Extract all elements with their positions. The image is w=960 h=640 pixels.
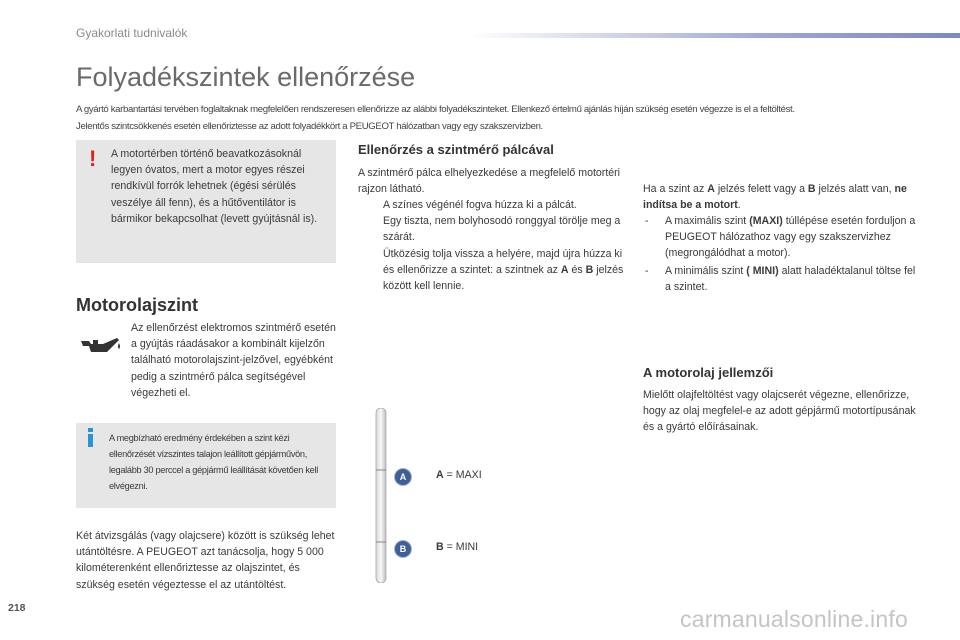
engine-oil-text: Az ellenőrzést elektromos szintmérő esetén a gyújtás ráadásakor a kombinált kijelzőn található motorolajszint-jelzővel, egyébként pedig a szintmérő pálca segítségével végezheti el. <box>131 322 336 399</box>
level-a-label: A = MAXI <box>436 469 482 481</box>
list-item: A színes végénél fogva húzza ki a pálcát. <box>383 199 577 211</box>
intro-line-1: A gyártó karbantartási tervében foglaltaknak megfelelően rendszeresen ellenőrizze az alábbi folyadékszinteket. Ellenkező értelmű ajánlás híján szükség esetén végezze is el a feltöltést. <box>76 104 795 115</box>
page-number: 218 <box>8 602 26 614</box>
dipstick-intro: A szintmérő pálca elhelyezkedése a megfelelő motortéri rajzon látható. <box>358 167 621 196</box>
level-a-badge: A <box>395 469 411 485</box>
level-b-badge: B <box>395 541 411 557</box>
warning-text: A motortérben történő beavatkozásoknál legyen óvatos, mert a motor egyes részei rendkívül forrók lehetnek (égési sérülés veszélye áll fenn), és a hűtőventilátor is bármikor bekapcsolhat (levett gyújtásnál is). <box>111 148 318 225</box>
dipstick-steps <box>358 197 628 294</box>
header-bar <box>470 33 960 38</box>
list-item: - A maximális szint (MAXI) túllépése esetén forduljon a PEUGEOT hálózathoz vagy egy szakszervizhez (megrongálódhat a motor). <box>645 215 916 260</box>
dipstick-heading: Ellenőrzés a szintmérő pálcával <box>358 142 554 157</box>
oil-characteristics-text: Mielőtt olajfeltöltést vagy olajcserét végezne, ellenőrizze, hogy az olaj megfelel-e az adott gépjármű motortípusának és a gyártó előírásainak. <box>643 389 916 434</box>
level-b-label: B = MINI <box>436 541 479 553</box>
list-item: Ütközésig tolja vissza a helyére, majd újra húzza ki és ellenőrizze a szintet: a szintnek az A és B jelzés között kell lennie. <box>383 247 624 293</box>
oil-check-interval-text: Két átvizsgálás (vagy olajcsere) között is szükség lehet utántöltésre. A PEUGEOT azt tanácsolja, hogy 5 000 kilométerenként ellenőriztesse az olajszintet, és szükség esetén végeztesse el az utántöltést. <box>76 530 335 591</box>
list-item: - A minimális szint ( MINI) alatt haladéktalanul töltse fel a szintet. <box>645 264 916 293</box>
level-advice-text: Ha a szint az A jelzés felett vagy a B jelzés alatt van, ne indítsa be a motort. <box>643 183 907 212</box>
info-text: A megbízható eredmény érdekében a szint kézi ellenőrzését vízszintes talajon leállított gépjárművön, legalább 30 perccel a gépjármű leállítását követően kell elvégezni. <box>109 433 318 491</box>
level-advice-list <box>643 213 918 296</box>
intro-paragraph <box>76 101 936 135</box>
oil-can-icon <box>77 332 123 358</box>
page-title: Folyadékszintek ellenőrzése <box>76 62 416 92</box>
watermark: carmanualsonline.info <box>680 606 908 632</box>
list-item: Egy tiszta, nem bolyhosodó ronggyal törölje meg a szárát. <box>383 215 621 244</box>
warning-icon: ! <box>89 146 97 171</box>
section-label: Gyakorlati tudnivalók <box>76 26 188 40</box>
oil-characteristics-heading: A motorolaj jellemzői <box>643 365 774 380</box>
dipstick-illustration <box>374 408 388 583</box>
intro-line-2: Jelentős szintcsökkenés esetén ellenőriztesse az adott folyadékkört a PEUGEOT hálózatban vagy egy szakszervizben. <box>76 121 543 132</box>
info-icon <box>87 428 95 448</box>
engine-oil-heading: Motorolajszint <box>76 295 198 315</box>
